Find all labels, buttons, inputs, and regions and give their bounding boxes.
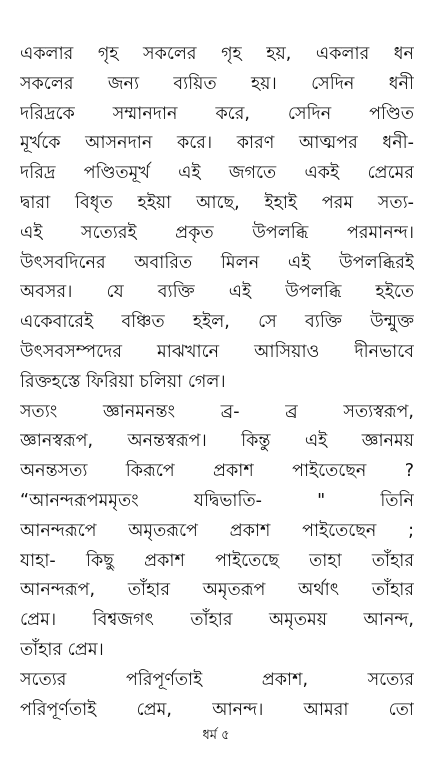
text-line: অবসর। যে ব্যক্তি এই উপলব্ধি হইতে [20,282,414,303]
body-text [20,40,414,725]
text-line: জ্ঞানস্বরূপ, অনন্তস্বরূপ। কিন্তু এই জ্ঞানময় [20,431,414,452]
text-line: তাঁহার প্রেম। [20,639,104,660]
text-line: একলার গৃহ সকলের গৃহ হয়, একলার ধন [20,44,414,64]
text-line: যাহা- কিছু প্রকাশ পাইতেছে তাহা তাঁহার [20,550,414,571]
text-line: সত্যং জ্ঞানমনন্তং ব্র- ব্র সত্যস্বরূপ, [20,401,414,422]
text-line: উৎসবদিনের অবারিত মিলন এই উপলব্ধিরই [20,252,414,273]
text-line: একেবারেই বঞ্চিত হইল, সে ব্যক্তি উন্মুক্ত [20,312,414,333]
text-line: অনন্তসত্য কিরূপে প্রকাশ পাইতেছেন ? [20,461,414,482]
text-line: সকলের জন্য ব্যয়িত হয়। সেদিন ধনী [20,73,414,94]
text-line: রিক্তহস্তে ফিরিয়া চলিয়া গেল। [20,371,226,392]
text-line: দরিদ্রকে সম্মানদান করে, সেদিন পণ্ডিত [20,103,414,124]
page-footer: ধর্ম ৫ [202,728,230,743]
text-line: আনন্দরূপে অমৃতরূপে প্রকাশ পাইতেছেন ; [20,520,414,541]
text-line: দ্বারা বিধৃত হইয়া আছে, ইহাই পরম সত্য- [20,192,414,213]
text-line: পরিপূর্ণতাই প্রেম, আনন্দ। আমরা তো [20,699,414,720]
text-line: সত্যের পরিপূর্ণতাই প্রকাশ, সত্যের [20,669,414,690]
text-line: আনন্দরূপ, তাঁহার অমৃতরূপ অর্থাৎ তাঁহার [20,580,414,601]
text-line: এই সত্যেরই প্রকৃত উপলব্ধি পরমানন্দ। [20,222,414,243]
text-line: মূর্খকে আসনদান করে। কারণ আত্মপর ধনী- [20,133,414,154]
text-line: দরিদ্র পণ্ডিতমূর্খ এই জগতে একই প্রেমের [20,163,414,184]
text-line: উৎসবসম্পদের মাঝখানে আসিয়াও দীনভাবে [20,341,414,362]
text-line: প্রেম। বিশ্বজগৎ তাঁহার অমৃতময় আনন্দ, [20,610,414,631]
text-line: “আনন্দরূপমমৃতং যদ্বিভাতি- " তিনি [20,490,414,511]
